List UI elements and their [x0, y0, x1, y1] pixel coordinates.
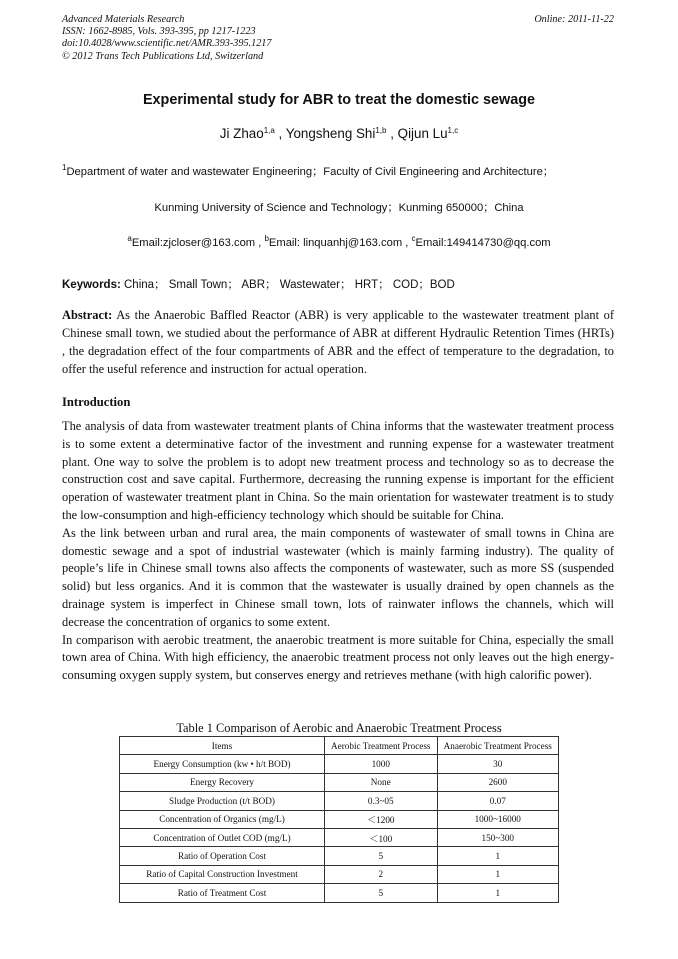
- keywords-text: China； Small Town； ABR； Wastewater； HRT； COD；BOD: [120, 279, 455, 291]
- introduction-body: [62, 418, 614, 685]
- table-cell: Energy Consumption (kw • h/t BOD): [120, 755, 325, 773]
- email-sup: a: [127, 234, 132, 243]
- table-cell: Concentration of Organics (mg/L): [120, 810, 325, 828]
- comparison-table: [119, 736, 559, 903]
- table-cell: 2600: [437, 773, 559, 791]
- table-row: [120, 773, 559, 791]
- body-paragraph: In comparison with aerobic treatment, the anaerobic treatment is more suitable for China, especially the small town area of China. With high efficiency, the anaerobic treatment process not only leaves out the high energy-consuming oxygen supply system, but conserves energy and retrieves methane (with high calorific power).: [62, 632, 614, 683]
- affiliation-text: Department of water and wastewater Engineering；Faculty of Civil Engineering and Architecture；: [66, 166, 554, 178]
- author-list: Ji Zhao$^{1,a}$ , Yongsheng Shi$^{1,b}$ , Qijun Lu$^{1,c}$: [219, 126, 459, 141]
- email-sup: b: [264, 234, 269, 243]
- online-date: Online: 2011-11-22: [534, 14, 614, 25]
- affiliation-line-2: Kunming University of Science and Technology；Kunming 650000；China: [154, 202, 524, 214]
- table-row: [120, 865, 559, 883]
- journal-name: Advanced Materials Research: [62, 14, 185, 25]
- author-name: Qijun Lu: [397, 126, 448, 141]
- email-list: $^a$Email:zjcloser@163.com , $^b$Email: linquanhj@163.com , $^c$Email:149414730@qq.com: [127, 234, 551, 249]
- table-cell: 30: [437, 755, 559, 773]
- table-row: [120, 847, 559, 865]
- author-sup: 1,a: [263, 126, 275, 135]
- email-link[interactable]: Email:zjcloser@163.com: [131, 237, 256, 249]
- author-name: Ji Zhao: [219, 126, 264, 141]
- column-header: Anaerobic Treatment Process: [437, 737, 559, 755]
- paper-title: Experimental study for ABR to treat the domestic sewage: [142, 92, 536, 108]
- author-sup: 1,b: [375, 126, 387, 135]
- affiliation-sup: 1: [62, 163, 67, 172]
- section-heading-introduction: Introduction: [62, 395, 131, 409]
- table-cell: Ratio of Operation Cost: [120, 847, 325, 865]
- abstract: [62, 306, 614, 378]
- table-cell: 1: [437, 865, 559, 883]
- abstract-label: Abstract:: [62, 308, 113, 322]
- table-cell: Ratio of Treatment Cost: [120, 884, 325, 902]
- table-cell: ＜100: [325, 828, 438, 846]
- table-cell: Ratio of Capital Construction Investment: [120, 865, 325, 883]
- email-link[interactable]: Email:149414730@qq.com: [415, 237, 551, 249]
- table-cell: 1000: [325, 755, 438, 773]
- table-cell: Energy Recovery: [120, 773, 325, 791]
- table-cell: 1: [437, 847, 559, 865]
- column-header: Aerobic Treatment Process: [325, 737, 438, 755]
- table-row: [120, 755, 559, 773]
- table-cell: Sludge Production (t/t BOD): [120, 792, 325, 810]
- affiliation-line-1: [62, 163, 554, 179]
- author-sup: 1,c: [447, 126, 459, 135]
- email-link[interactable]: Email: linquanhj@163.com: [268, 237, 403, 249]
- journal-header: [62, 14, 271, 63]
- keywords: [62, 276, 455, 292]
- doi-line: doi:10.4028/www.scientific.net/AMR.393-395.1217: [62, 38, 272, 50]
- body-paragraph: The analysis of data from wastewater treatment plants of China informs that the wastewater treatment process is to some extent a determinative factor of the investment and running expense for a wastewater treatment plant. One way to solve the problem is to adopt new treatment process and technology so as to decrease the construction cost and save capital. Furthermore, decreasing the running expense is important for the efficient operation of wastewater treatment plant in China. So the main orientation for wastewater treatment is to study the low-consumption and high-efficiency technology which should be suitable for China.: [62, 419, 614, 522]
- table-row: [120, 828, 559, 846]
- table-cell: 0.07: [437, 792, 559, 810]
- table-cell: 1000~16000: [437, 810, 559, 828]
- keywords-label: Keywords:: [62, 279, 121, 291]
- table-cell: Concentration of Outlet COD (mg/L): [120, 828, 325, 846]
- table-cell: 0.3~05: [325, 792, 438, 810]
- table-cell: 150~300: [437, 828, 559, 846]
- issn-line: ISSN: 1662-8985, Vols. 393-395, pp 1217-1223: [62, 26, 256, 38]
- table-row: [120, 792, 559, 810]
- table-cell: 5: [325, 847, 438, 865]
- table-cell: 5: [325, 884, 438, 902]
- table-cell: 1: [437, 884, 559, 902]
- table-row: [120, 810, 559, 828]
- table-cell: 2: [325, 865, 438, 883]
- table-cell: None: [325, 773, 438, 791]
- body-paragraph: As the link between urban and rural area, the main components of wastewater of small towns in China are domestic sewage and a spot of industrial wastewater (which is mainly farming industry). The quality of people’s life in Chinese small towns also affects the components of wastewater, such as more SS (suspended solid) but less organics. And it is common that the wastewater is usually drained by open channels as the drainage system is imperfect in Chinese small town, lots of rainwater inflows the channels, which will decrease the concentration of organics to some extent.: [62, 525, 614, 629]
- author-name: Yongsheng Shi: [285, 126, 376, 141]
- column-header: Items: [120, 737, 325, 755]
- copyright-line: © 2012 Trans Tech Publications Ltd, Switzerland: [62, 50, 264, 62]
- email-sup: c: [411, 234, 416, 243]
- abstract-text: As the Anaerobic Baffled Reactor (ABR) is very applicable to the wastewater treatment plant of Chinese small town, we studied about the performance of ABR at different Hydraulic Retention Times (HRTs) , the degradation effect of the four compartments of ABR and the effect of temperature to the degradation, to offer the useful reference and instruction for actual operation.: [62, 308, 614, 376]
- table-cell: ＜1200: [325, 810, 438, 828]
- table-row: [120, 884, 559, 902]
- table-caption: Table 1 Comparison of Aerobic and Anaerobic Treatment Process: [176, 721, 502, 735]
- table-header-row: [120, 737, 559, 755]
